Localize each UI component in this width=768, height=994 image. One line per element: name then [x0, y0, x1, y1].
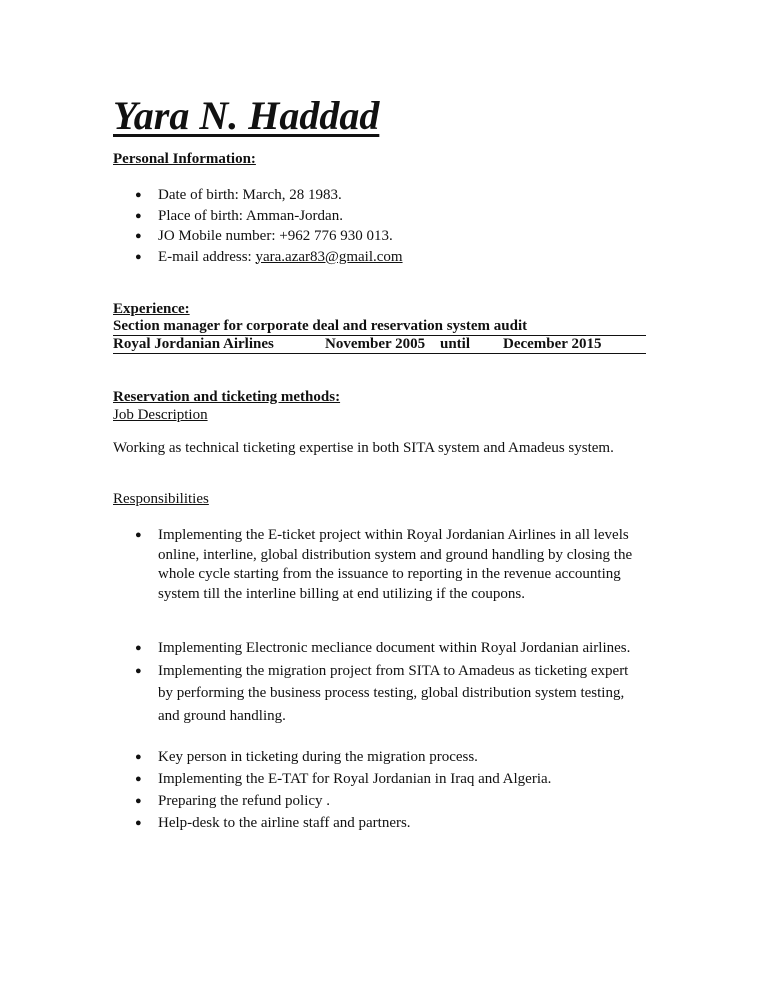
methods-heading: Reservation and ticketing methods:: [113, 389, 341, 405]
bullet-icon: ●: [135, 795, 142, 807]
list-item: ● Help-desk to the airline staff and partners.: [113, 812, 643, 834]
list-item: ● Key person in ticketing during the migration process.: [113, 746, 643, 768]
start-date: November 2005: [325, 336, 426, 352]
personal-info-heading: Personal Information:: [113, 151, 256, 167]
until-label: until: [440, 336, 471, 352]
bullet-icon: ●: [135, 189, 142, 201]
candidate-name: Yara N. Haddad: [113, 93, 380, 138]
bullet-icon: ●: [135, 529, 142, 541]
bullet-icon: ●: [135, 751, 142, 763]
list-item: ● Implementing the E-ticket project within Royal Jordanian Airlines in all levels online, interline, global distribution system and ground handling by closing the whole cycle starting from the issuance to reporting in the revenue accounting system till the interline billing at end utilizing if the coupons.: [135, 527, 633, 602]
list-item: [113, 247, 653, 268]
email-link[interactable]: yara.azar83@gmail.com: [255, 248, 403, 265]
list-item: ● Implementing Electronic mecliance document within Royal Jordanian airlines.: [113, 637, 643, 660]
job-description-text: Working as technical ticketing expertise in both SITA system and Amadeus system.: [113, 440, 614, 456]
employment-line: [113, 336, 646, 354]
email-label: E-mail address:: [158, 248, 256, 265]
experience-heading: Experience:: [113, 301, 190, 317]
responsibilities-list-3: [113, 746, 643, 834]
job-description-label: Job Description: [113, 407, 208, 423]
end-date: December 2015: [503, 336, 602, 352]
bullet-icon: ●: [135, 250, 142, 263]
list-item: ● Preparing the refund policy .: [113, 790, 643, 812]
personal-info-list: [113, 185, 653, 267]
list-item: ● Implementing the E-TAT for Royal Jordanian in Iraq and Algeria.: [113, 768, 643, 790]
list-item: ● Implementing the migration project from SITA to Amadeus as ticketing expert by performing the business process testing, global distribution system testing, and ground handling.: [113, 660, 643, 728]
job-title-line: [113, 318, 646, 336]
list-item: ● Place of birth: Amman-Jordan.: [113, 206, 653, 227]
company-name: Royal Jordanian Airlines: [113, 336, 274, 352]
bullet-icon: ●: [135, 642, 142, 654]
bullet-icon: ●: [135, 209, 142, 222]
bullet-icon: ●: [135, 773, 142, 785]
list-item: ● JO Mobile number: +962 776 930 013.: [113, 226, 653, 247]
bullet-icon: ●: [135, 664, 142, 677]
responsibilities-list-1: [113, 526, 648, 604]
job-title: Section manager for corporate deal and reservation system audit: [113, 318, 528, 334]
bullet-icon: ●: [135, 817, 142, 829]
list-item: ● Date of birth: March, 28 1983.: [113, 185, 653, 206]
bullet-icon: ●: [135, 230, 142, 242]
responsibilities-list-2: [113, 637, 643, 727]
responsibilities-label: Responsibilities: [113, 491, 209, 507]
